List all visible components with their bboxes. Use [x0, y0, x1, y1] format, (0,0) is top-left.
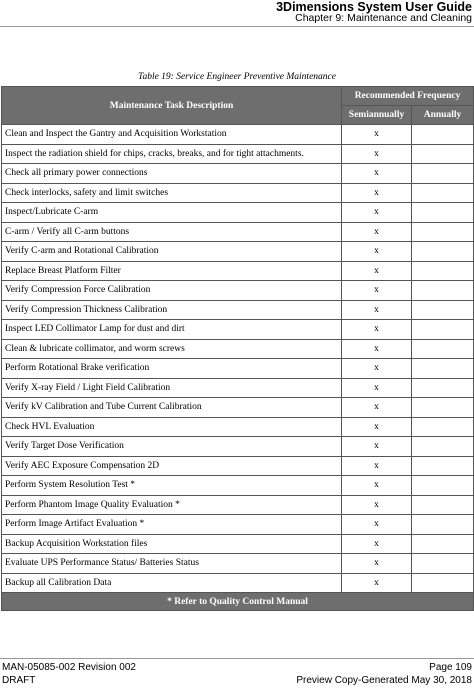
- annual-cell: [412, 339, 474, 359]
- annual-cell: [412, 359, 474, 379]
- task-cell: Verify Compression Thickness Calibration: [2, 300, 342, 320]
- task-cell: Check HVL Evaluation: [2, 417, 342, 437]
- table-row: [2, 242, 474, 262]
- table-row: [2, 222, 474, 242]
- document-title: 3Dimensions System User Guide: [276, 0, 472, 14]
- semiannual-cell: x: [342, 573, 412, 593]
- semiannual-cell: x: [342, 242, 412, 262]
- annual-cell: [412, 476, 474, 496]
- semiannual-cell: x: [342, 222, 412, 242]
- document-id: MAN-05085-002 Revision 002: [2, 662, 136, 673]
- annual-cell: [412, 281, 474, 301]
- table-row: [2, 515, 474, 535]
- task-cell: Inspect the radiation shield for chips, cracks, breaks, and for tight attachments.: [2, 144, 342, 164]
- table-row: [2, 300, 474, 320]
- column-header-task: Maintenance Task Description: [2, 87, 342, 125]
- table-row: [2, 495, 474, 515]
- table-row: [2, 144, 474, 164]
- table-caption: Table 19: Service Engineer Preventive Maintenance: [138, 72, 336, 82]
- chapter-title: Chapter 9: Maintenance and Cleaning: [295, 12, 472, 24]
- table-row: [2, 164, 474, 184]
- header-divider: [0, 26, 474, 27]
- semiannual-cell: x: [342, 300, 412, 320]
- annual-cell: [412, 378, 474, 398]
- table-row: [2, 554, 474, 574]
- semiannual-cell: x: [342, 183, 412, 203]
- semiannual-cell: x: [342, 144, 412, 164]
- annual-cell: [412, 456, 474, 476]
- table-row: [2, 320, 474, 340]
- semiannual-cell: x: [342, 261, 412, 281]
- task-cell: Verify Compression Force Calibration: [2, 281, 342, 301]
- generated-date: Preview Copy-Generated May 30, 2018: [296, 675, 472, 686]
- column-header-frequency: Recommended Frequency: [342, 87, 474, 106]
- semiannual-cell: x: [342, 495, 412, 515]
- table-row: [2, 183, 474, 203]
- annual-cell: [412, 261, 474, 281]
- annual-cell: [412, 183, 474, 203]
- task-cell: Backup Acquisition Workstation files: [2, 534, 342, 554]
- task-cell: Check all primary power connections: [2, 164, 342, 184]
- table-row: [2, 398, 474, 418]
- table-row: [2, 573, 474, 593]
- semiannual-cell: x: [342, 534, 412, 554]
- semiannual-cell: x: [342, 398, 412, 418]
- table-row: [2, 534, 474, 554]
- table-row: [2, 476, 474, 496]
- table-row: [2, 281, 474, 301]
- annual-cell: [412, 242, 474, 262]
- task-cell: Perform Phantom Image Quality Evaluation *: [2, 495, 342, 515]
- annual-cell: [412, 554, 474, 574]
- table-row: [2, 203, 474, 223]
- table-row: [2, 261, 474, 281]
- table-row: [2, 417, 474, 437]
- task-cell: Inspect LED Collimator Lamp for dust and dirt: [2, 320, 342, 340]
- task-cell: Verify X-ray Field / Light Field Calibration: [2, 378, 342, 398]
- semiannual-cell: x: [342, 281, 412, 301]
- task-cell: Check interlocks, safety and limit switches: [2, 183, 342, 203]
- semiannual-cell: x: [342, 515, 412, 535]
- annual-cell: [412, 417, 474, 437]
- page-number: Page 109: [429, 662, 472, 673]
- semiannual-cell: x: [342, 339, 412, 359]
- semiannual-cell: x: [342, 164, 412, 184]
- table-row: [2, 456, 474, 476]
- task-cell: Clean & lubricate collimator, and worm screws: [2, 339, 342, 359]
- semiannual-cell: x: [342, 554, 412, 574]
- semiannual-cell: x: [342, 437, 412, 457]
- task-cell: Clean and Inspect the Gantry and Acquisition Workstation: [2, 125, 342, 145]
- maintenance-table: [1, 86, 474, 611]
- semiannual-cell: x: [342, 203, 412, 223]
- table-row: [2, 125, 474, 145]
- table-footnote: * Refer to Quality Control Manual: [2, 593, 474, 611]
- table-row: [2, 378, 474, 398]
- annual-cell: [412, 573, 474, 593]
- annual-cell: [412, 203, 474, 223]
- semiannual-cell: x: [342, 320, 412, 340]
- task-cell: Inspect/Lubricate C-arm: [2, 203, 342, 223]
- annual-cell: [412, 300, 474, 320]
- footer-divider: [0, 658, 474, 659]
- task-cell: Verify AEC Exposure Compensation 2D: [2, 456, 342, 476]
- semiannual-cell: x: [342, 359, 412, 379]
- table-row: [2, 437, 474, 457]
- table-row: [2, 359, 474, 379]
- task-cell: Verify Target Dose Verification: [2, 437, 342, 457]
- draft-label: DRAFT: [2, 675, 36, 686]
- task-cell: Backup all Calibration Data: [2, 573, 342, 593]
- task-cell: C-arm / Verify all C-arm buttons: [2, 222, 342, 242]
- annual-cell: [412, 515, 474, 535]
- column-header-semiannually: Semiannually: [342, 106, 412, 125]
- column-header-annually: Annually: [412, 106, 474, 125]
- annual-cell: [412, 534, 474, 554]
- annual-cell: [412, 495, 474, 515]
- annual-cell: [412, 164, 474, 184]
- semiannual-cell: x: [342, 378, 412, 398]
- semiannual-cell: x: [342, 125, 412, 145]
- task-cell: Verify C-arm and Rotational Calibration: [2, 242, 342, 262]
- task-cell: Replace Breast Platform Filter: [2, 261, 342, 281]
- task-cell: Perform System Resolution Test *: [2, 476, 342, 496]
- semiannual-cell: x: [342, 476, 412, 496]
- annual-cell: [412, 125, 474, 145]
- task-cell: Evaluate UPS Performance Status/ Batteries Status: [2, 554, 342, 574]
- annual-cell: [412, 398, 474, 418]
- task-cell: Perform Rotational Brake verification: [2, 359, 342, 379]
- annual-cell: [412, 144, 474, 164]
- table-row: [2, 339, 474, 359]
- semiannual-cell: x: [342, 417, 412, 437]
- semiannual-cell: x: [342, 456, 412, 476]
- annual-cell: [412, 437, 474, 457]
- task-cell: Verify kV Calibration and Tube Current Calibration: [2, 398, 342, 418]
- annual-cell: [412, 320, 474, 340]
- task-cell: Perform Image Artifact Evaluation *: [2, 515, 342, 535]
- annual-cell: [412, 222, 474, 242]
